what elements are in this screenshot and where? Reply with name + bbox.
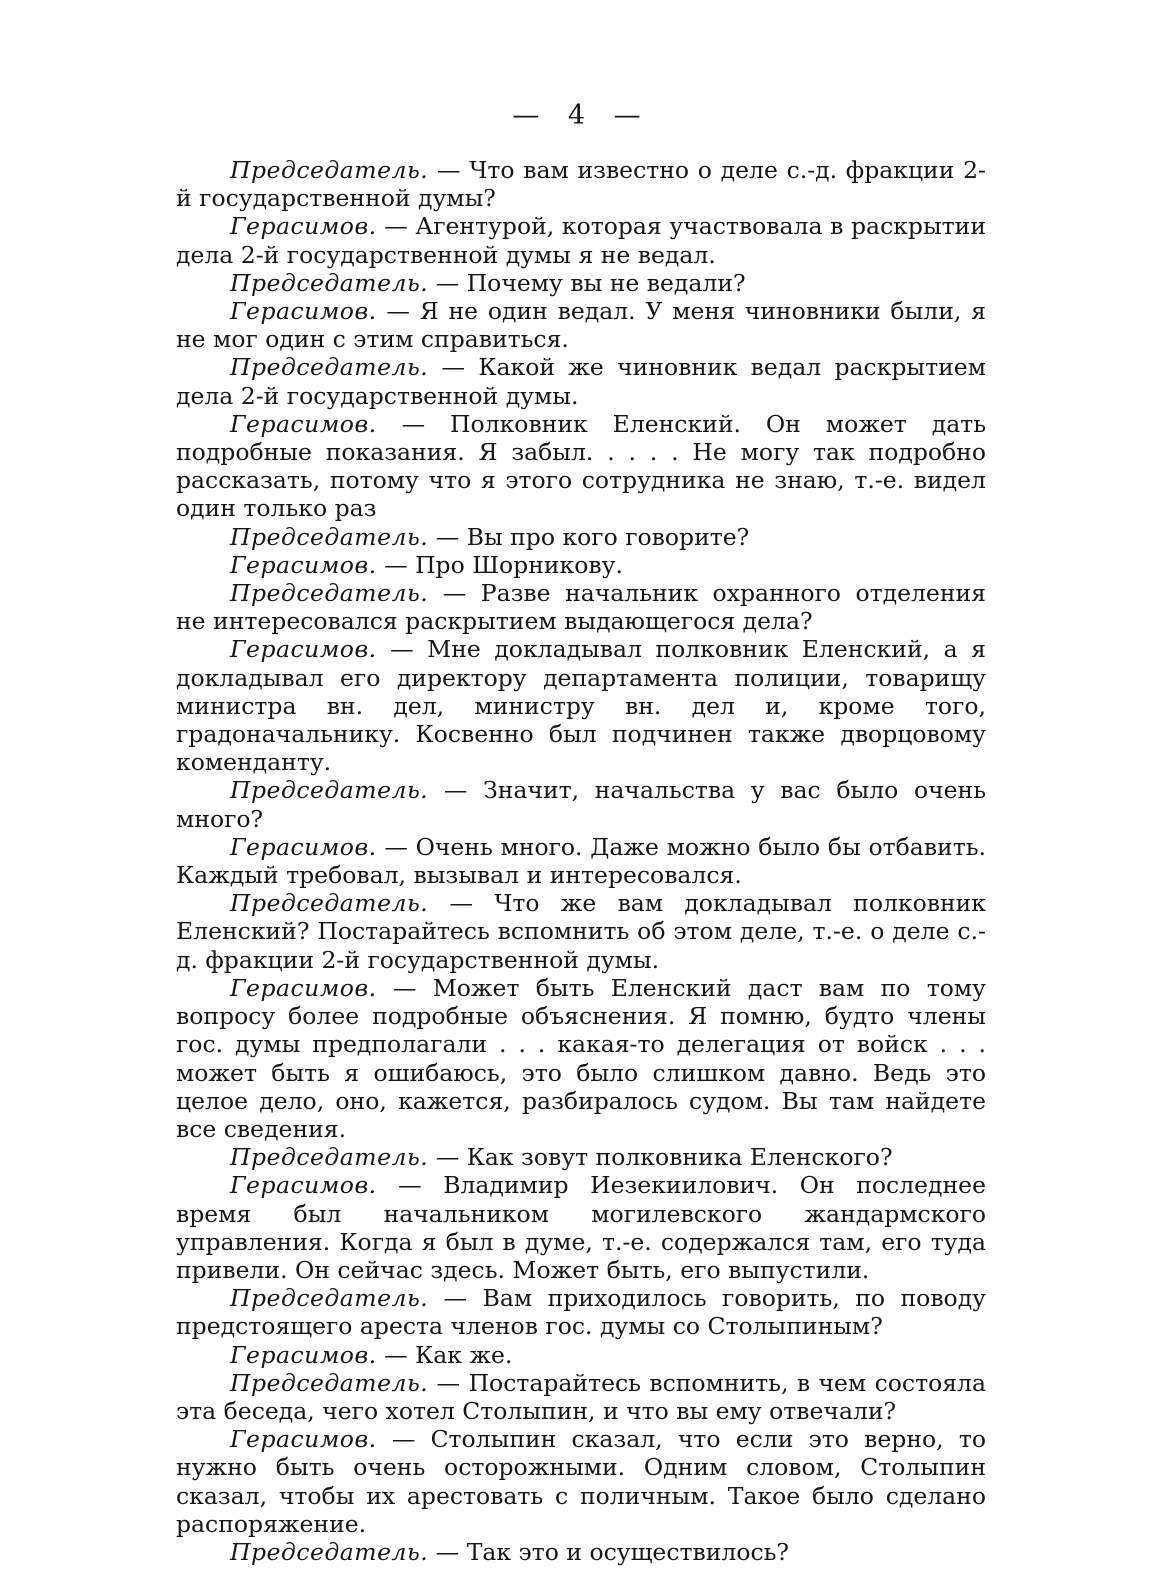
utterance-text: Какой же чиновник ведал раскрытием дела 2-й государственной думы. — [176, 353, 986, 410]
transcript-paragraph — [176, 889, 986, 974]
speaker-name: Председатель. — [230, 1284, 429, 1313]
transcript-paragraph — [176, 156, 986, 212]
transcript-paragraph — [176, 297, 986, 353]
transcript-paragraph — [176, 212, 986, 268]
utterance-text: Разве начальник охранного отделения не интересовался раскрытием выдающегося дела? — [176, 579, 986, 636]
utterance-text: Полковник Еленский. Он может дать подробные показания. Я забыл. . . . . Не могу так подробно рассказать, потому что я этого сотрудника не знаю, т.-е. видел один только раз — [176, 409, 986, 523]
utterance-text: Значит, начальства у вас было очень много? — [176, 776, 986, 833]
dash: — — [376, 973, 433, 1002]
dash: — — [428, 156, 470, 184]
transcript-paragraph — [176, 523, 986, 551]
speaker-name: Председатель. — [230, 156, 429, 184]
transcript-paragraph — [176, 1284, 986, 1340]
speaker-name: Герасимов. — [230, 550, 377, 579]
transcript-paragraph — [176, 410, 986, 523]
transcript-paragraph — [176, 353, 986, 409]
transcript-paragraph — [176, 269, 986, 297]
dash: — — [376, 297, 420, 326]
transcript-paragraph — [176, 1341, 986, 1369]
utterance-text: Я не один ведал. У меня чиновники были, я не мог один с этим справиться. — [176, 297, 986, 354]
speaker-name: Герасимов. — [230, 212, 377, 241]
dash: — — [428, 579, 481, 608]
utterance-text: Мне докладывал полковник Еленский, а я докладывал его директору департамента полиции, товарищу министра вн. дел, министру вн. дел и, кроме того, градоначальнику. Косвенно был подчинен также дворцовому коменданту. — [176, 635, 986, 777]
dash: — — [428, 776, 484, 805]
utterance-text: Так это и осуществилось? — [466, 1537, 790, 1566]
utterance-text: Что же вам докладывал полковник Еленский? Постарайтесь вспомнить об этом деле, т.-е. о деле с.-д. фракции 2-й государственной думы. — [176, 889, 986, 974]
utterance-text: Владимир Иезекиилович. Он последнее время был начальником могилевского жандармского управления. Когда я был в думе, т.-е. содержался там, его туда привели. Он сейчас здесь. Может быть, его выпустили. — [176, 1171, 986, 1284]
utterance-text: Вы про кого говорите? — [466, 522, 750, 551]
utterance-text: Почему вы не ведали? — [466, 268, 746, 297]
transcript-paragraph — [176, 1538, 986, 1566]
dash: — — [428, 889, 495, 918]
transcript-paragraph — [176, 1171, 986, 1284]
utterance-text: Вам приходилось говорить, по поводу предстоящего ареста членов гос. думы со Столыпиным? — [176, 1284, 986, 1341]
transcript-paragraph — [176, 974, 986, 1143]
dash: — — [376, 1340, 416, 1369]
dash: — — [376, 1171, 444, 1200]
dash: — — [428, 522, 467, 551]
transcript-paragraph — [176, 1425, 986, 1538]
speaker-name: Председатель. — [230, 889, 429, 918]
utterance-text: Как же. — [415, 1340, 513, 1369]
transcript-paragraph — [176, 551, 986, 579]
speaker-name: Председатель. — [230, 1143, 429, 1172]
utterance-text: Может быть Еленский даст вам по тому вопросу более подробные объяснения. Я помню, будто члены гос. думы предполагали . . . какая-то делегация от войск . . . может быть я ошибаюсь, это было слишком давно. Ведь это целое дело, оно, кажется, разбиралось судом. Вы там найдете все сведения. — [176, 973, 986, 1143]
speaker-name: Герасимов. — [230, 1340, 377, 1369]
transcript-paragraph — [176, 579, 986, 635]
dash: — — [428, 353, 479, 382]
speaker-name: Председатель. — [230, 522, 429, 551]
page-number: — 4 — — [512, 100, 651, 131]
dash: — — [376, 1425, 431, 1454]
dash: — — [428, 1537, 467, 1566]
speaker-name: Герасимов. — [230, 409, 377, 438]
utterance-text: Как зовут полковника Еленского? — [466, 1143, 893, 1172]
speaker-name: Герасимов. — [230, 297, 377, 326]
dash: — — [376, 635, 428, 664]
speaker-name: Председатель. — [230, 1537, 429, 1566]
speaker-name: Председатель. — [230, 1368, 429, 1397]
speaker-name: Герасимов. — [230, 1171, 377, 1200]
transcript-paragraph — [176, 1369, 986, 1425]
speaker-name: Председатель. — [230, 353, 429, 382]
dash: — — [428, 1143, 467, 1172]
transcript-body — [176, 156, 986, 1566]
speaker-name: Председатель. — [230, 776, 429, 805]
transcript-paragraph — [176, 1143, 986, 1171]
transcript-paragraph — [176, 776, 986, 832]
speaker-name: Председатель. — [230, 268, 429, 297]
transcript-paragraph — [176, 635, 986, 776]
speaker-name: Герасимов. — [230, 973, 377, 1002]
utterance-text: Столыпин сказал, что если это верно, то нужно быть очень осторожными. Одним словом, Столыпин сказал, чтобы их арестовать с поличным. Такое было сделано распоряжение. — [176, 1425, 986, 1538]
utterance-text: Про Шорникову. — [415, 550, 623, 579]
speaker-name: Герасимов. — [230, 635, 377, 664]
dash: — — [428, 268, 467, 297]
utterance-text: Очень много. Даже можно было бы отбавить. Каждый требовал, вызывал и интересовался. — [176, 832, 986, 890]
utterance-text: Постарайтесь вспомнить, в чем состояла эта беседа, чего хотел Столыпин, и что вы ему отвечали? — [176, 1368, 986, 1425]
speaker-name: Председатель. — [230, 579, 429, 608]
utterance-text: Что вам известно о деле с.-д. фракции 2-й государственной думы? — [176, 156, 986, 213]
dash: — — [428, 1284, 483, 1313]
speaker-name: Герасимов. — [230, 1425, 377, 1454]
transcript-paragraph — [176, 833, 986, 889]
dash: — — [376, 409, 451, 438]
dash: — — [428, 1368, 469, 1397]
utterance-text: Агентурой, которая участвовала в раскрытии дела 2-й государственной думы я не ведал. — [176, 212, 986, 269]
dash: — — [376, 832, 416, 861]
dash: — — [376, 550, 416, 579]
dash: — — [376, 212, 416, 241]
speaker-name: Герасимов. — [230, 832, 377, 861]
